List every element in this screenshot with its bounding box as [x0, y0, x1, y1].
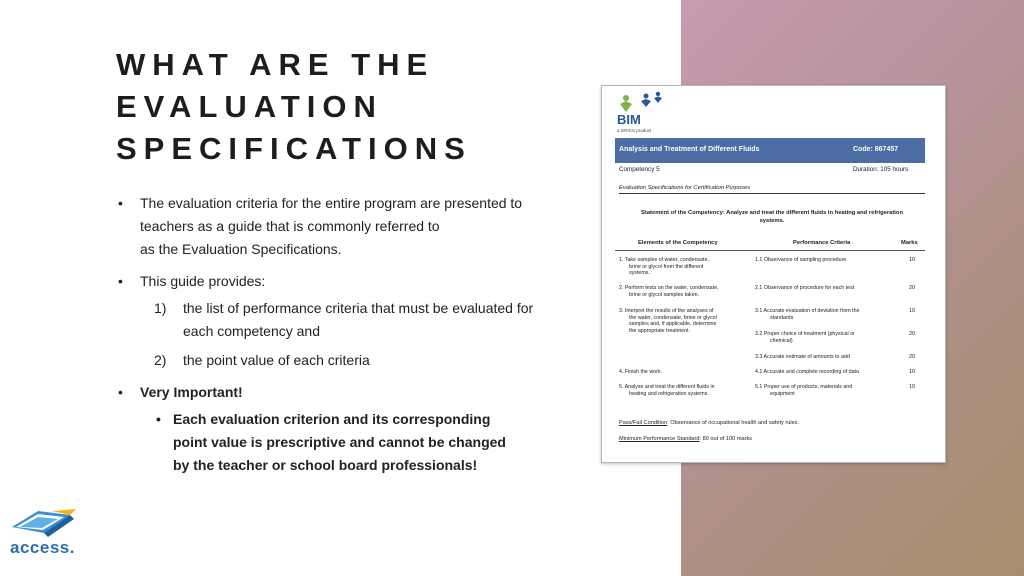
element-1-line: brine or glycol from the different	[629, 263, 704, 270]
duration-label: Duration: 105 hours	[853, 166, 909, 173]
bullet3-text: Very Important!	[140, 384, 243, 400]
element-3-line: the appropriate treatment.	[629, 327, 690, 334]
bullet-dot: •	[118, 273, 123, 289]
spec-title: Evaluation Specifications for Certification Purposes	[619, 185, 925, 194]
pass-fail-label: Pass/Fail Condition	[619, 420, 668, 426]
evaluation-specifications-document	[601, 85, 946, 463]
title-line-2: EVALUATION	[116, 89, 383, 124]
competency-label: Competency 5	[619, 166, 660, 173]
bullet-dot: •	[156, 411, 161, 427]
document-header-band	[615, 138, 925, 163]
criterion-line: chemical)	[770, 337, 793, 344]
criterion-5-1	[755, 384, 900, 397]
sub1-line-2: each competency and	[183, 323, 320, 339]
criterion-line: standards	[770, 314, 794, 321]
element-4-line: 4. Finish the work.	[619, 369, 662, 375]
mark-4-1: 10	[909, 369, 916, 375]
sub-item-number: 1)	[154, 300, 167, 316]
slide-title	[116, 44, 596, 170]
table-header	[615, 237, 925, 251]
criterion-line: 3.3 Accurate estimate of amounts to add	[755, 354, 850, 360]
sub-item-1	[118, 297, 568, 343]
access-logo-text: access.	[10, 538, 75, 557]
element-3	[619, 308, 754, 334]
title-line-3: SPECIFICATIONS	[116, 131, 472, 166]
bim-brand-sub: a GRICS product	[617, 128, 652, 133]
criterion-line: 1.1 Observance of sampling procedure	[755, 257, 847, 263]
element-1-line: 1. Take samples of water, condensate,	[619, 257, 710, 263]
bullet-evaluation-criteria	[118, 192, 568, 261]
sub3-line-1: Each evaluation criterion and its corresponding	[173, 411, 491, 427]
element-4	[619, 369, 754, 376]
criterion-3-3	[755, 354, 900, 361]
bullet-guide-provides	[118, 270, 568, 293]
element-2-line: 2. Perform tests on the water, condensate,	[619, 285, 719, 291]
bullet-dot: •	[118, 195, 123, 211]
mark-5-1: 10	[909, 384, 916, 390]
element-1-line: systems.	[629, 270, 650, 277]
element-3-line: samples and, if applicable, determine	[629, 321, 717, 328]
criterion-3-1	[755, 308, 900, 321]
criterion-4-1	[755, 369, 900, 376]
sub-item-number: 2)	[154, 352, 167, 368]
element-5	[619, 384, 754, 397]
element-5-line: 5. Analyze and treat the different fluids in	[619, 384, 715, 390]
element-1	[619, 257, 754, 277]
criterion-line: 3.1 Accurate evaluation of deviation from the	[755, 308, 860, 314]
col-elements: Elements of the Competency	[638, 240, 718, 246]
criterion-line: 4.1 Accurate and complete recording of data	[755, 369, 859, 375]
col-marks: Marks	[901, 240, 918, 246]
mark-1-1: 10	[909, 257, 916, 263]
min-perf-label: Minimum Performance Standard	[619, 436, 700, 442]
criterion-1-1	[755, 257, 900, 264]
criterion-2-1	[755, 285, 900, 292]
competency-statement	[619, 209, 925, 225]
element-2-line: brine or glycol samples taken.	[629, 291, 700, 298]
pass-fail-condition	[619, 420, 799, 426]
element-5-line: heating and refrigeration systems.	[629, 390, 709, 397]
criterion-line: 3.2 Proper choice of treatment (physical or	[755, 331, 855, 337]
bullet1-line-3: as the Evaluation Specifications.	[140, 241, 342, 257]
criterion-line: 5.1 Proper use of products, materials and	[755, 384, 853, 390]
min-perf-text: : 80 out of 100 marks	[699, 436, 753, 442]
program-code: Code: 867457	[853, 146, 899, 153]
sub-bullet-prescriptive	[118, 408, 568, 477]
bullet-very-important	[118, 381, 568, 404]
bullet2-text: This guide provides:	[140, 273, 266, 289]
sub-item-2	[118, 349, 568, 372]
mark-3-2: 20	[909, 331, 916, 337]
sub3-line-3: by the teacher or school board professionals!	[173, 457, 478, 473]
criterion-3-2	[755, 331, 900, 344]
mark-3-1: 10	[909, 308, 916, 314]
mark-2-1: 20	[909, 285, 916, 291]
mark-3-3: 20	[909, 354, 916, 360]
sub1-line-1: the list of performance criteria that must be evaluated for	[183, 300, 534, 316]
minimum-performance-standard	[619, 436, 752, 442]
element-3-line: the water, condensate, brine or glycol	[629, 314, 717, 321]
title-line-1: WHAT ARE THE	[116, 47, 435, 82]
pass-fail-text: : Observance of occupational health and safety rules.	[667, 420, 800, 426]
element-3-line: 3. Interpret the results of the analyses of	[619, 308, 714, 314]
element-2	[619, 285, 754, 298]
statement-line-1: Statement of the Competency: Analyze and treat the different fluids in heating and refrigeration	[641, 210, 903, 216]
criterion-line: 2.1 Observance of procedure for each test	[755, 285, 855, 291]
bullet1-line-2: teachers as a guide that is commonly referred to	[140, 218, 440, 234]
bullet-list	[118, 192, 568, 477]
program-name: Analysis and Treatment of Different Fluids	[619, 146, 760, 153]
statement-line-2: systems.	[759, 218, 785, 224]
bullet-dot: •	[118, 384, 123, 400]
col-criteria: Performance Criteria	[793, 240, 851, 246]
bullet1-line-1: The evaluation criteria for the entire program are presented to	[140, 195, 523, 211]
bim-brand: BIM	[617, 112, 641, 127]
criterion-line: equipment	[770, 390, 795, 397]
sub3-line-2: point value is prescriptive and cannot be changed	[173, 434, 506, 450]
sub2-text: the point value of each criteria	[183, 352, 370, 368]
